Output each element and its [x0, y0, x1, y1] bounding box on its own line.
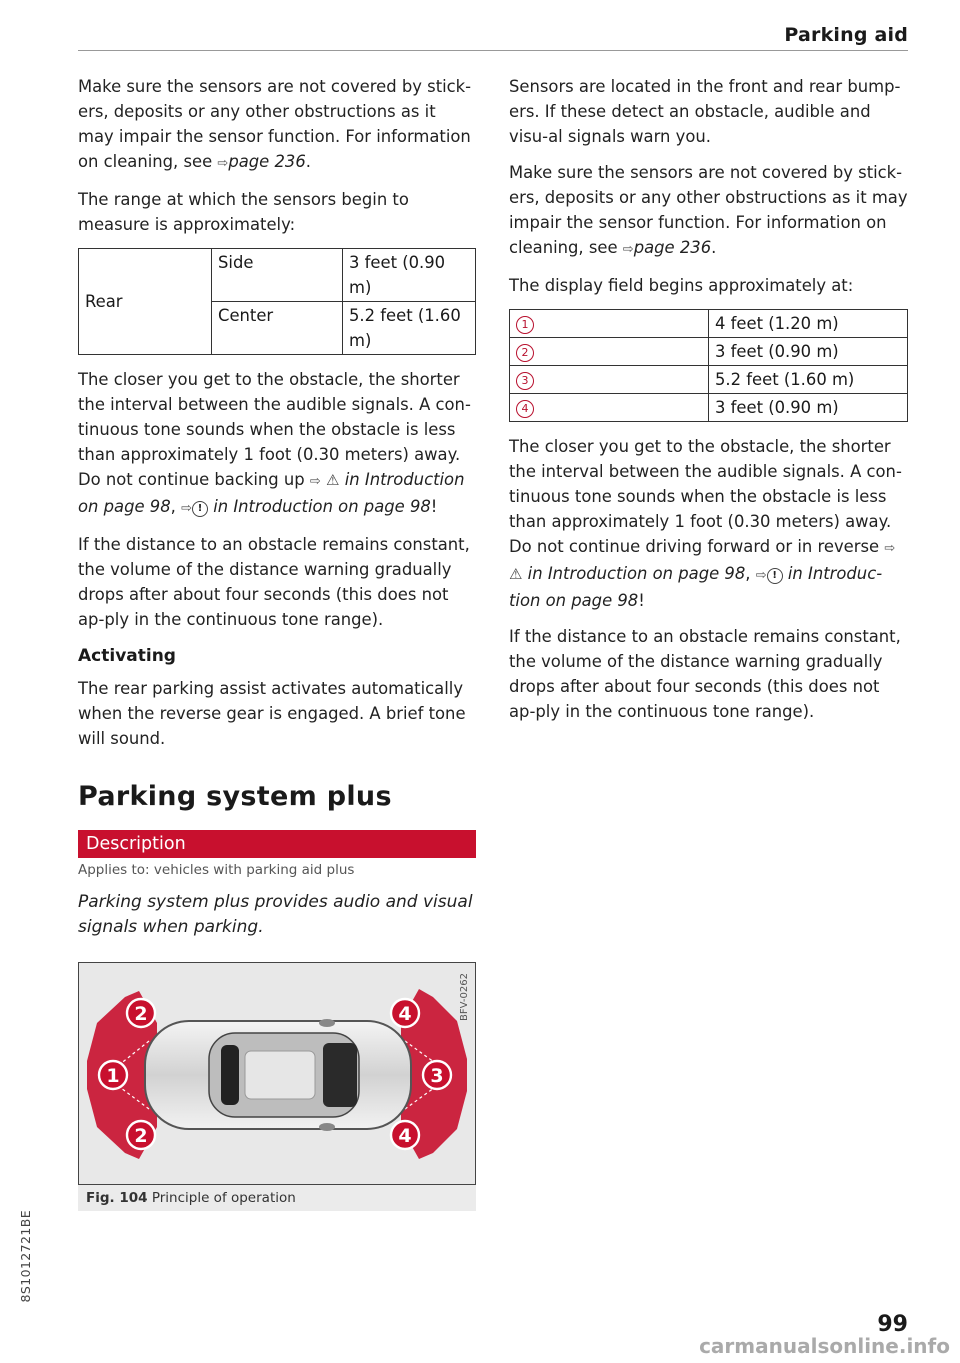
- table-num-cell: [510, 394, 709, 422]
- volume-paragraph: If the distance to an obstacle remains constant, the volume of the distance warning gradually drops after about four seconds (this does not ap-ply in the continuous tone range).: [509, 627, 901, 721]
- interval-paragraph: The closer you get to the obstacle, the shorter the interval between the audible signals. A con-tinuous tone sounds when the obstacle is less than approximately 1 foot (0.30 meters) away. Do not continue backing up ⇨ ⚠ in Introduction on page 98, ⇨ ! in Introduction on page 98!: [78, 370, 471, 516]
- svg-text:3: 3: [430, 1065, 444, 1087]
- sensor-cleaning-paragraph: Make sure the sensors are not covered by stick-ers, deposits or any other obstructions as it may impair the sensor function. For information on cleaning, see ⇨page 236.: [509, 163, 908, 257]
- page-number: 99: [877, 1312, 908, 1337]
- number-circle-icon: 3: [516, 372, 534, 390]
- sensor-range-table: [78, 248, 476, 355]
- svg-text:2: 2: [134, 1003, 148, 1025]
- table-label-cell: Center: [212, 302, 343, 355]
- document-code: 8S1012721BE: [18, 1210, 33, 1303]
- sensor-marker-1: [99, 1061, 127, 1089]
- table-row: [510, 310, 908, 338]
- reference-arrow-icon: ⇨: [755, 568, 767, 583]
- description-bar: Description: [78, 830, 476, 858]
- sensor-marker-3: [423, 1061, 451, 1089]
- table-row: [510, 338, 908, 366]
- sensor-marker-2-bottom: [127, 1121, 155, 1149]
- volume-paragraph: If the distance to an obstacle remains constant, the volume of the distance warning gradually drops after about four seconds (this does not ap-ply in the continuous tone range).: [78, 535, 470, 629]
- left-column: [78, 74, 476, 1211]
- page-reference-link[interactable]: page 236: [228, 152, 306, 171]
- table-value-cell: 3 feet (0.90 m): [709, 338, 908, 366]
- note-icon: !: [192, 501, 208, 517]
- header-divider: [78, 50, 908, 51]
- interval-paragraph: The closer you get to the obstacle, the shorter the interval between the audible signals. A con-tinuous tone sounds when the obstacle is less than approximately 1 foot (0.30 meters) away. Do not continue driving forward or in reverse ⇨ ⚠ in Introduction on page 98, ⇨ ! in Introduc-tion on page 98!: [509, 437, 902, 610]
- note-reference-link[interactable]: in Introduction on page 98: [213, 497, 431, 516]
- table-label-cell: Side: [212, 249, 343, 302]
- note-icon: !: [767, 568, 783, 584]
- lead-text: Parking system plus provides audio and visual signals when parking.: [78, 892, 473, 937]
- table-value-cell: 5.2 feet (1.60 m): [709, 366, 908, 394]
- figure-code: BFV-0262: [459, 973, 470, 1021]
- table-num-cell: [510, 338, 709, 366]
- right-column: [509, 74, 908, 735]
- sensor-marker-2-top: [127, 999, 155, 1027]
- display-field-table: [509, 309, 908, 422]
- reference-arrow-icon: ⇨: [622, 242, 634, 257]
- svg-text:4: 4: [398, 1003, 412, 1025]
- sensor-location-paragraph: Sensors are located in the front and rear bump-ers. If these detect an obstacle, audible and visu-al signals warn you.: [509, 77, 901, 146]
- sensor-marker-4-top: [391, 999, 419, 1027]
- table-group-cell: Rear: [79, 249, 212, 355]
- page-header-title: Parking aid: [784, 24, 908, 46]
- range-intro-paragraph: The range at which the sensors begin to measure is approximately:: [78, 190, 409, 234]
- sensor-cleaning-paragraph: Make sure the sensors are not covered by stick-ers, deposits or any other obstructions as it may impair the sensor function. For information on cleaning, see ⇨page 236.: [78, 77, 472, 171]
- activating-paragraph: The rear parking assist activates automatically when the reverse gear is engaged. A brief tone will sound.: [78, 679, 466, 748]
- warning-reference-link[interactable]: in Introduction on page 98: [527, 564, 746, 583]
- activating-heading: Activating: [78, 646, 176, 666]
- table-value-cell: 5.2 feet (1.60 m): [343, 302, 476, 355]
- table-value-cell: 4 feet (1.20 m): [709, 310, 908, 338]
- table-row: [510, 366, 908, 394]
- watermark: carmanualsonline.info: [699, 1334, 950, 1358]
- table-num-cell: [510, 310, 709, 338]
- table-value-cell: 3 feet (0.90 m): [709, 394, 908, 422]
- section-title: Parking system plus: [78, 781, 392, 812]
- parking-diagram: [79, 963, 475, 1184]
- table-row: [510, 394, 908, 422]
- parking-figure: [78, 962, 476, 1185]
- svg-text:1: 1: [106, 1065, 120, 1087]
- figure-caption: Fig. 104 Principle of operation: [78, 1185, 476, 1211]
- warning-reference-link[interactable]: in Introduction on page 98: [78, 470, 465, 516]
- page-reference-link[interactable]: page 236: [633, 238, 712, 257]
- table-value-cell: 3 feet (0.90 m): [343, 249, 476, 302]
- sensor-marker-4-bottom: [391, 1121, 419, 1149]
- table-row: [79, 249, 476, 302]
- svg-text:4: 4: [398, 1125, 412, 1147]
- display-field-intro: The display field begins approximately at:: [509, 276, 854, 295]
- reference-arrow-icon: ⇨: [181, 501, 192, 516]
- number-circle-icon: 1: [516, 316, 534, 334]
- number-circle-icon: 4: [516, 400, 534, 418]
- reference-arrow-icon: ⇨: [217, 156, 229, 171]
- number-circle-icon: 2: [516, 344, 534, 362]
- reference-arrow-icon: ⇨: [309, 474, 321, 489]
- svg-text:2: 2: [134, 1125, 148, 1147]
- reference-arrow-icon: ⇨: [884, 541, 896, 556]
- note-reference-link[interactable]: in Introduc-tion on page 98: [509, 564, 883, 610]
- warning-triangle-icon: ⚠: [509, 565, 523, 583]
- applies-to-note: Applies to: vehicles with parking aid plus: [78, 862, 355, 878]
- warning-triangle-icon: ⚠: [326, 471, 340, 489]
- table-num-cell: [510, 366, 709, 394]
